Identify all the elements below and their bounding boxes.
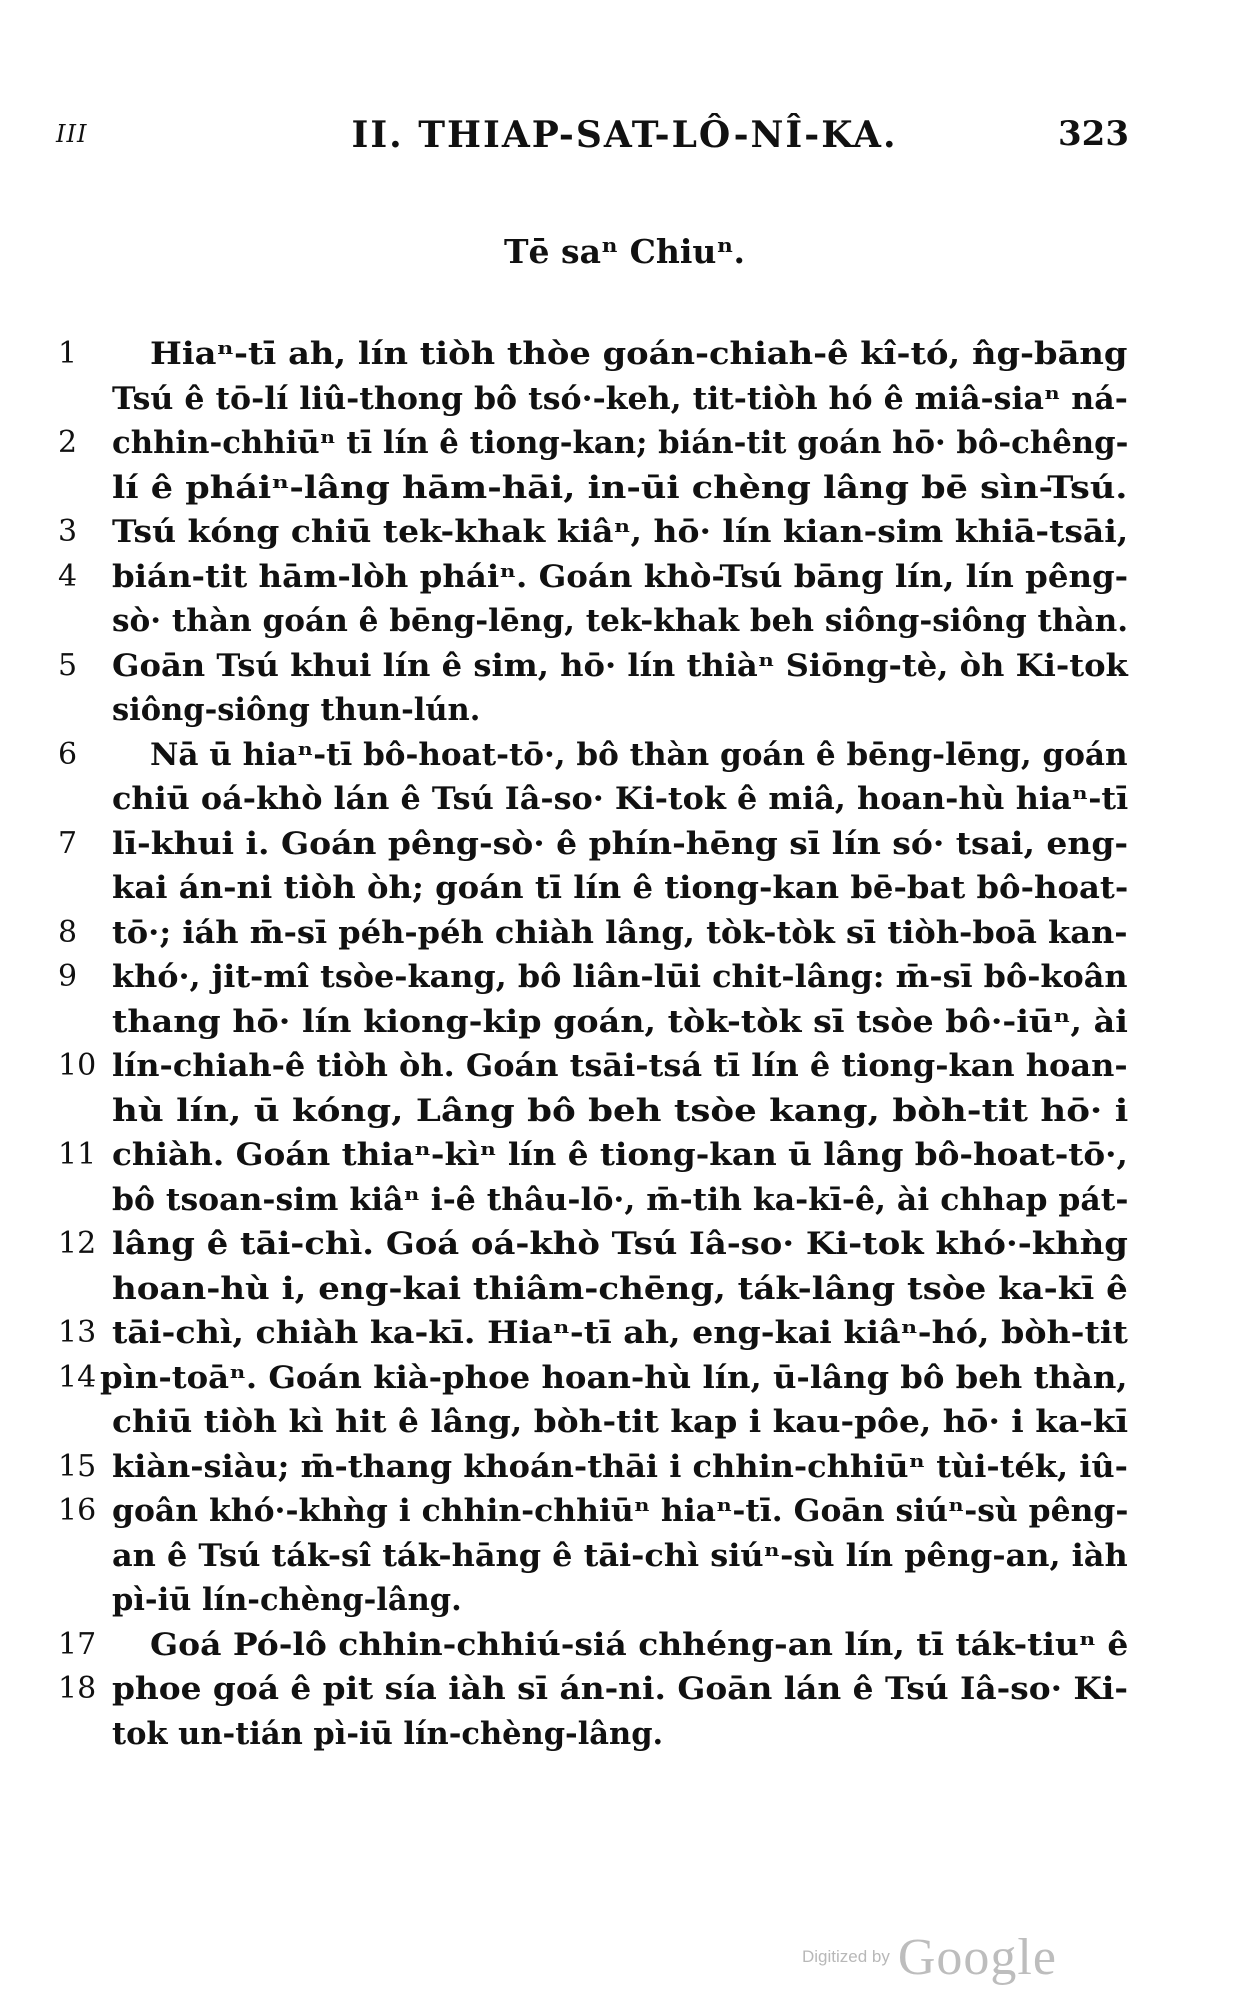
running-header <box>0 112 1249 172</box>
text-line <box>0 1000 1249 1045</box>
text-line <box>0 1578 1249 1623</box>
text-line <box>0 1267 1249 1312</box>
verse-number: 7 <box>58 825 78 861</box>
line-text: pìn-toāⁿ. Goán kià-phoe hoan-hù lín, ū-lâng bô beh thàn, <box>100 1359 1128 1396</box>
text-line <box>0 777 1249 822</box>
line-text: lâng ê tāi-chì. Goá oá-khò Tsú Iâ-so· Ki-tok khó·-khǹg <box>112 1226 1128 1262</box>
text-line <box>0 733 1249 778</box>
line-text: goân khó·-khǹg i chhin-chhiūⁿ hiaⁿ-tī. Goān siúⁿ-sù pêng- <box>112 1493 1129 1529</box>
line-text: siông-siông thun-lún. <box>112 692 481 728</box>
verse-number: 4 <box>58 558 78 594</box>
running-title: II. THIAP-SAT-LÔ-NÎ-KA. <box>351 114 898 156</box>
text-line <box>0 1534 1249 1579</box>
line-text: sò· thàn goán ê bēng-lēng, tek-khak beh siông-siông thàn. <box>112 603 1129 639</box>
line-text: phoe goá ê pit sía iàh sī án-ni. Goān lán ê Tsú Iâ-so· Ki- <box>112 1671 1128 1707</box>
text-line <box>0 1623 1249 1668</box>
verse-number: 16 <box>58 1493 97 1528</box>
line-text: tok un-tián pì-iū lín-chèng-lâng. <box>112 1715 664 1752</box>
line-text: pì-iū lín-chèng-lâng. <box>112 1582 462 1618</box>
text-line <box>0 1089 1249 1134</box>
line-text: bô tsoan-sim kiâⁿ i-ê thâu-lō·, m̄-tih ka-kī-ê, ài chhap pát- <box>112 1181 1129 1218</box>
text-line <box>0 1311 1249 1356</box>
line-text: Tsú kóng chiū tek-khak kiâⁿ, hō· lín kian-sim khiā-tsāi, <box>112 514 1129 550</box>
text-line <box>0 1222 1249 1267</box>
text-line <box>0 1712 1249 1757</box>
text-line <box>0 377 1249 422</box>
text-line <box>0 421 1249 466</box>
line-text: kiàn-siàu; m̄-thang khoán-thāi i chhin-chhiūⁿ tùi-ték, iû- <box>112 1448 1128 1485</box>
text-line <box>0 332 1249 377</box>
line-text: chiū tiòh kì hit ê lâng, bòh-tit kap i kau-pôe, hō· i ka-kī <box>112 1404 1129 1440</box>
line-text: kai án-ni tiòh òh; goán tī lín ê tiong-kan bē-bat bô-hoat- <box>112 870 1129 906</box>
line-text: lín-chiah-ê tiòh òh. Goán tsāi-tsá tī lín ê tiong-kan hoan- <box>112 1048 1128 1084</box>
line-text: chiàh. Goán thiaⁿ-kìⁿ lín ê tiong-kan ū lâng bô-hoat-tō·, <box>112 1137 1128 1173</box>
digitized-watermark <box>802 1922 1057 1992</box>
google-logo: Google <box>897 1928 1057 1986</box>
line-text: tāi-chì, chiàh ka-kī. Hiaⁿ-tī ah, eng-kai kiâⁿ-hó, bòh-tit <box>112 1315 1128 1351</box>
line-text: thang hō· lín kiong-kip goán, tòk-tòk sī tsòe bô·-iūⁿ, ài <box>112 1003 1128 1040</box>
chapter-text <box>0 332 1249 1756</box>
verse-number: 1 <box>58 336 78 371</box>
line-text: chiū oá-khò lán ê Tsú Iâ-so· Ki-tok ê miâ, hoan-hù hiaⁿ-tī <box>112 781 1129 817</box>
line-text: Hiaⁿ-tī ah, lín tiòh thòe goán-chiah-ê kî-tó, n̂g-bāng <box>150 336 1128 372</box>
text-line <box>0 555 1249 600</box>
verse-number: 9 <box>58 959 78 994</box>
line-text: khó·, jit-mî tsòe-kang, bô liân-lūi chit-lâng: m̄-sī bô-koân <box>112 959 1128 995</box>
verse-number: 17 <box>58 1626 97 1662</box>
text-line <box>0 644 1249 689</box>
page-number: 323 <box>1058 114 1129 154</box>
text-line <box>0 911 1249 956</box>
chapter-heading: Tē saⁿ Chiuⁿ. <box>503 232 746 271</box>
text-line <box>0 599 1249 644</box>
text-line <box>0 1489 1249 1534</box>
line-text: Nā ū hiaⁿ-tī bô-hoat-tō·, bô thàn goán ê bēng-lēng, goán <box>150 736 1128 773</box>
line-text: hù lín, ū kóng, Lâng bô beh tsòe kang, bòh-tit hō· i <box>112 1092 1129 1129</box>
text-line <box>0 1400 1249 1445</box>
text-line <box>0 510 1249 555</box>
verse-number: 12 <box>58 1226 97 1261</box>
text-line <box>0 955 1249 1000</box>
verse-number: 6 <box>58 736 78 772</box>
verse-number: 3 <box>58 514 78 549</box>
verse-number: 13 <box>58 1315 97 1350</box>
signature-mark: III <box>56 120 88 148</box>
line-text: tō·; iáh m̄-sī péh-péh chiàh lâng, tòk-tòk sī tiòh-boā kan- <box>112 914 1128 951</box>
line-text: lī-khui i. Goán pêng-sò· ê phín-hēng sī lín só· tsai, eng- <box>112 825 1129 862</box>
digitized-by-text: Digitized by <box>802 1947 890 1966</box>
text-line <box>0 1445 1249 1490</box>
verse-number: 10 <box>58 1048 97 1083</box>
text-line <box>0 1667 1249 1712</box>
text-line <box>0 1133 1249 1178</box>
line-text: chhin-chhiūⁿ tī lín ê tiong-kan; bián-tit goán hō· bô-chêng- <box>112 425 1129 461</box>
verse-number: 2 <box>58 425 78 460</box>
verse-number: 5 <box>58 647 78 683</box>
text-line <box>0 1356 1249 1401</box>
text-line <box>0 822 1249 867</box>
line-text: Goá Pó-lô chhin-chhiú-siá chhéng-an lín, tī ták-tiuⁿ ê <box>150 1626 1129 1663</box>
text-line <box>0 1044 1249 1089</box>
line-text: lí ê pháiⁿ-lâng hām-hāi, in-ūi chèng lâng bē sìn-Tsú. <box>112 469 1128 506</box>
verse-number: 8 <box>58 914 78 950</box>
line-text: an ê Tsú ták-sî ták-hāng ê tāi-chì siúⁿ-sù lín pêng-an, iàh <box>112 1537 1128 1574</box>
text-line <box>0 688 1249 733</box>
verse-number: 15 <box>58 1448 97 1484</box>
line-text: hoan-hù i, eng-kai thiâm-chēng, ták-lâng tsòe ka-kī ê <box>112 1270 1128 1307</box>
text-line <box>0 466 1249 511</box>
text-line <box>0 866 1249 911</box>
line-text: bián-tit hām-lòh pháiⁿ. Goán khò-Tsú bāng lín, lín pêng- <box>112 558 1129 595</box>
verse-number: 18 <box>58 1671 97 1706</box>
verse-number: 11 <box>58 1137 97 1172</box>
verse-number: 14 <box>58 1359 97 1395</box>
line-text: Goān Tsú khui lín ê sim, hō· lín thiàⁿ Siōng-tè, òh Ki-tok <box>112 647 1128 684</box>
line-text: Tsú ê tō-lí liû-thong bô tsó·-keh, tit-tiòh hó ê miâ-siaⁿ ná- <box>112 380 1128 417</box>
text-line <box>0 1178 1249 1223</box>
